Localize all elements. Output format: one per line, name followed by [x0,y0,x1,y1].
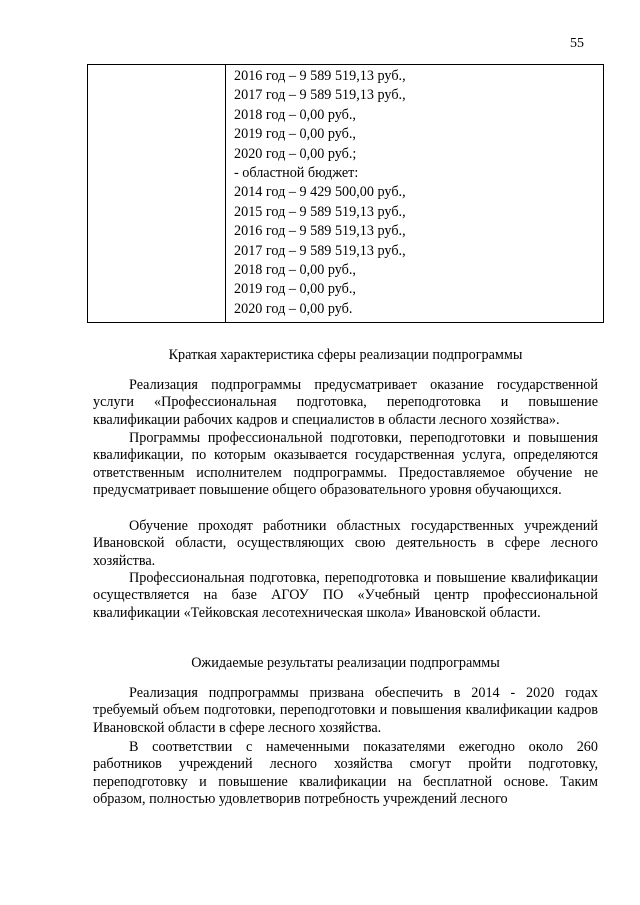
section-heading: Краткая характеристика сферы реализации подпрограммы [168,347,523,363]
budget-line: 2018 год – 0,00 руб., [234,262,356,279]
budget-line: 2017 год – 9 589 519,13 руб., [234,87,406,104]
paragraph: В соответствии с намеченными показателями ежегодно около 260 работников учреждений лесного хозяйства смогут пройти подготовку, переподготовку и повышение квалификации на бесплатной основе. Таким образом, полностью удовлетворив потребность учреждений лесного [93,739,598,808]
budget-line: 2017 год – 9 589 519,13 руб., [234,242,406,259]
paragraph: Реализация подпрограммы призвана обеспечить в 2014 - 2020 годах требуемый объем подготовки, переподготовки и повышения квалификации кадров Ивановской области в сфере лесного хозяйства. [93,685,598,736]
budget-line: 2019 год – 0,00 руб., [234,126,356,143]
budget-line: 2019 год – 0,00 руб., [234,281,356,298]
paragraph: Программы профессиональной подготовки, переподготовки и повышения квалификации, по которым оказывается государственная услуга, определяются ответственным исполнителем подпрограммы. Предоставляемое обучение не предусматривает повышение общего образовательного уровня обучающихся. [93,430,598,499]
budget-line: 2014 год – 9 429 500,00 руб., [234,184,406,201]
budget-line: - областной бюджет: [234,165,359,182]
budget-line: 2018 год – 0,00 руб., [234,106,356,123]
budget-line: 2020 год – 0,00 руб.; [234,145,357,162]
table-empty-cell [88,65,226,322]
budget-line: 2016 год – 9 589 519,13 руб., [234,223,406,240]
paragraph: Профессиональная подготовка, переподготовка и повышение квалификации осуществляется на базе АГОУ ПО «Учебный центр профессиональной квалификации «Тейковская лесотехническая школа» Ивановской области. [93,570,598,621]
budget-line: 2015 год – 9 589 519,13 руб., [234,203,406,220]
budget-line: 2020 год – 0,00 руб. [234,300,353,317]
budget-line: 2016 год – 9 589 519,13 руб., [234,68,406,84]
paragraph: Реализация подпрограммы предусматривает оказание государственной услуги «Профессиональная подготовка, переподготовка и повышение квалификации рабочих кадров и специалистов в области лесного хозяйства». [93,377,598,428]
budget-lines [234,67,406,319]
paragraph: Обучение проходят работники областных государственных учреждений Ивановской области, осуществляющих свою деятельность в сфере лесного хозяйства. [93,518,598,569]
page-number: 55 [570,36,584,51]
budget-table [87,64,604,323]
section-heading: Ожидаемые результаты реализации подпрограммы [191,655,500,671]
